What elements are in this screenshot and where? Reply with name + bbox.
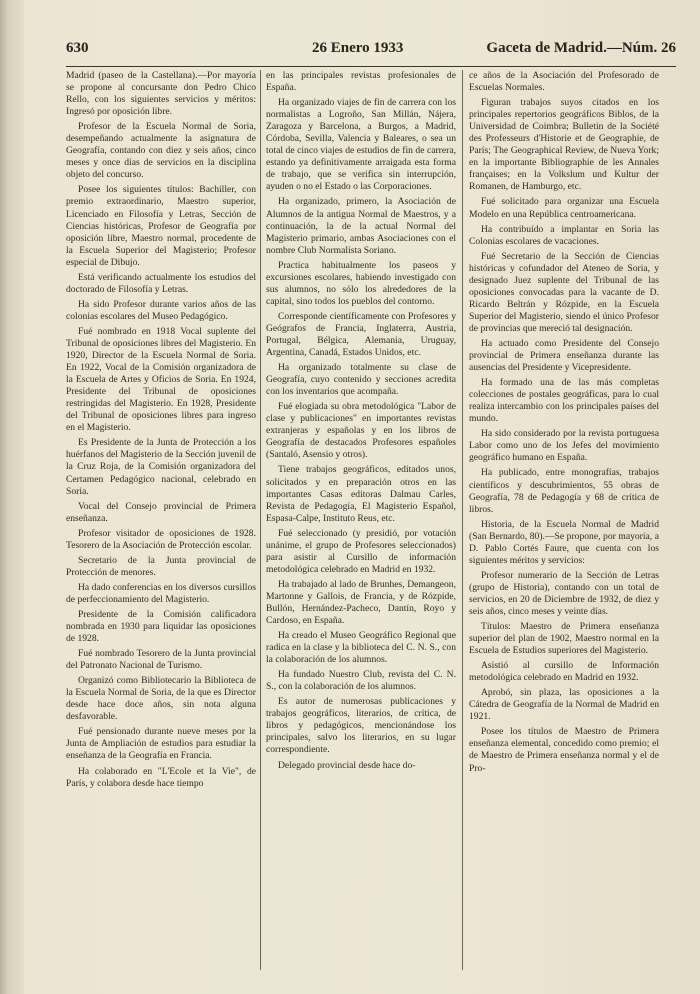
paragraph: Fué nombrado en 1918 Vocal suplente del Tribunal de oposiciones libres del Magisterio. En 1920, Director de la Escuela Normal de Soria. En 1922, Vocal de la Comisión organizadora de la Escuela de Artes y Oficios de Soria. En 1924, Presidente del Tribunal de oposiciones restringidas del Magisterio. En 1928, Presidente del Tribunal de oposiciones libres para ingreso en el Magisterio. <box>66 325 256 434</box>
gazette-title: Gaceta de Madrid.—Núm. 26 <box>486 40 676 56</box>
paragraph: Vocal del Consejo provincial de Primera enseñanza. <box>66 500 256 524</box>
header-rule <box>66 66 676 67</box>
paragraph: ce años de la Asociación del Profesorado de Escuelas Normales. <box>469 70 659 94</box>
paragraph: Ha actuado como Presidente del Consejo provincial de Primera enseñanza durante las ausencias del Presidente y Vicepresidente. <box>469 337 659 374</box>
paragraph: Madrid (paseo de la Castellana).—Por mayoría se propone al concursante don Pedro Chico Rello, con los siguientes servicios y méritos: Ingresó por oposición libre. <box>66 70 256 118</box>
binding-edge <box>0 0 24 994</box>
column-separator <box>260 70 261 970</box>
paragraph: Ha trabajado al lado de Brunhes, Demangeon, Martonne y Gallois, de Francia, y de Rózpide, Bullón, Hernández-Pacheco, Dantín, Royo y Cardoso, en España. <box>266 578 456 627</box>
paragraph: Ha dado conferencias en los diversos cursillos de perfeccionamiento del Magisterio. <box>66 581 256 605</box>
paragraph: Posee los siguientes títulos: Bachiller, con premio extraordinario, Maestro superior, Licenciado en Filosofía y Letras, Sección de Ciencias históricas, Profesor de Geografía por oposición libre, Maestro normal, procedente de la Escuela Superior del Magisterio; Profesor especial de Dibujo. <box>66 184 256 268</box>
paragraph: Historia, de la Escuela Normal de Madrid (San Bernardo, 80).—Se propone, por mayoría, a D. Pablo Cortés Faure, que cuenta con los siguientes méritos y servicios: <box>469 518 659 566</box>
paragraph: Secretario de la Junta provincial de Protección de menores. <box>66 554 256 578</box>
paragraph: Fué pensionado durante nueve meses por la Junta de Ampliación de estudios para estudiar la enseñanza de la Geografía en Francia. <box>66 726 256 762</box>
paragraph: Aprobó, sin plaza, las oposiciones a la Cátedra de Geografía de la Normal de Madrid en 1921. <box>469 687 659 723</box>
column-separator <box>462 70 463 970</box>
page-header <box>66 36 676 66</box>
text-column-3 <box>469 70 659 970</box>
paragraph: Asistió al cursillo de Información metodológica celebrado en Madrid en 1932. <box>469 660 659 684</box>
text-column-2 <box>266 70 456 970</box>
paragraph: Corresponde científicamente con Profesores y Geógrafos de Francia, Inglaterra, Austria, Portugal, Bélgica, Alemania, Uruguay, Argentina, Canadá, Estados Unidos, etc. <box>266 310 456 359</box>
paragraph: Ha sido Profesor durante varios años de las colonias escolares del Museo Pedagógico. <box>66 298 256 322</box>
paragraph: Fué solicitado para organizar una Escuela Modelo en una República centroamericana. <box>469 196 659 220</box>
paragraph: en las principales revistas profesionales de España. <box>266 70 456 94</box>
paragraph: Está verificando actualmente los estudios del doctorado de Filosofía y Letras. <box>66 271 256 295</box>
paragraph: Ha organizado totalmente su clase de Geografía, cuyo contenido y secciones acredita con los inventarios que acompaña. <box>266 362 456 398</box>
paragraph: Ha organizado, primero, la Asociación de Alumnos de la antigua Normal de Maestros, y a continuación, la de la actual Normal del Magisterio primario, ambas Asociaciones con el nombre Club Normalista Soriano. <box>266 196 456 256</box>
paragraph: Figuran trabajos suyos citados en los principales repertorios geográficos Biblos, de la Universidad de Coimbra; Bulletin de la Société des Professeurs d'Historie et de Geographie, de París; The Geographical Review, de Nueva York; en la importante Bibliographie de les Annales françaises; en la Volkslum und Kultur der Romanen, de Hamburgo, etc. <box>469 97 659 193</box>
paragraph: Ha fundado Nuestro Club, revista del C. N. S., con la colaboración de los alumnos. <box>266 669 456 693</box>
paragraph: Títulos: Maestro de Primera enseñanza superior del plan de 1902, Maestro normal en la Escuela de Estudios superiores del Magisterio. <box>469 621 659 657</box>
paragraph: Ha contribuído a implantar en Soria las Colonias escolares de vacaciones. <box>469 223 659 247</box>
paragraph: Profesor de la Escuela Normal de Soria, desempeñando actualmente la asignatura de Geografía, contando con diez y seis años, cinco meses y once días de servicios en la disciplina objeto del concurso. <box>66 121 256 181</box>
paragraph: Organizó como Bibliotecario la Biblioteca de la Escuela Normal de Soria, de la que es Director desde hace doce años, sin nota alguna desfavorable. <box>66 675 256 723</box>
paragraph: Fué nombrado Tesorero de la Junta provincial del Patronato Nacional de Turismo. <box>66 648 256 672</box>
page-number: 630 <box>66 40 89 56</box>
paragraph: Es autor de numerosas publicaciones y trabajos geográficos, literarios, de crítica, de libros y pedagógicos, mencionándose los principales, salvo los literarios, en su lugar correspondiente. <box>266 696 456 756</box>
paragraph: Fué seleccionado (y presidió, por votación unánime, el grupo de Profesores seleccionados) para asistir al Cursillo de información metodológica celebrado en Madrid en 1932. <box>266 527 456 575</box>
paragraph: Fué Secretario de la Sección de Ciencias históricas y cofundador del Ateneo de Soria, y designado Juez suplente del Tribunal de las oposiciones convocadas para la vacante de D. Ricardo Beltrán y Rózpide, en la Escuela Superior del Magisterio, siendo el único Profesor de provincias que mereció tal designación. <box>469 250 659 334</box>
paragraph: Ha organizado viajes de fin de carrera con los normalistas a Logroño, San Millán, Nájera, Zaragoza y Barcelona, a Burgos, a Madrid, Córdoba, Sevilla, Valencia y Baleares, o sea un total de cinco viajes de estudios de fin de carrera, estando ya definitivamente arraigada esta forma de trabajo, que se verifica sin interrupción, ayuden o no el Estado o las Corporaciones. <box>266 97 456 193</box>
paragraph: Fué elogiada su obra metodológica "Labor de clase y publicaciones" en importantes revistas extranjeras y españolas y en los libros de Geografía de destacados Profesores españoles (Santaló, Asensio y otros). <box>266 401 456 461</box>
text-column-1 <box>66 70 256 970</box>
paragraph: Profesor visitador de oposiciones de 1928. Tesorero de la Asociación de Protección escolar. <box>66 527 256 551</box>
paragraph: Profesor numerario de la Sección de Letras (grupo de Historia), contando con un total de servicios, en 20 de Diciembre de 1932, de diez y seis años, cinco meses y veinte días. <box>469 569 659 617</box>
paragraph: Ha colaborado en "L'Ecole et la Vie", de París, y colabora desde hace tiempo <box>66 765 256 789</box>
paragraph: Ha sido considerado por la revista portuguesa Labor como uno de los Jefes del movimiento geográfico humano en España. <box>469 428 659 464</box>
issue-date: 26 Enero 1933 <box>312 40 404 56</box>
paragraph: Delegado provincial desde hace do- <box>278 759 416 771</box>
paragraph: Es Presidente de la Junta de Protección a los huérfanos del Magisterio de la Sección juvenil de la Cruz Roja, de la Comisión organizadora del Certamen Pedagógico nacional, celebrado en Soria. <box>66 437 256 497</box>
paragraph: Practica habitualmente los paseos y excursiones escolares, habiendo investigado con sus alumnos, no sólo los alrededores de la capital, sino todos los pueblos del contorno. <box>266 259 456 307</box>
paragraph: Ha creado el Museo Geográfico Regional que radica en la clase y la biblioteca del C. N. S., con la colaboración de los alumnos. <box>266 630 456 666</box>
paragraph: Tiene trabajos geográficos, editados unos, solicitados y en preparación otros en las importantes Casas editoras Dalmau Carles, Revista de Pedagogía, El Magisterio Español, Espasa-Calpe, Instituto Reus, etc. <box>266 464 456 524</box>
paragraph: Ha publicado, entre monografías, trabajos científicos y descubrimientos, 55 obras de Geografía, 78 de Pedagogía y 68 de crítica de libros. <box>469 467 659 515</box>
paragraph: Ha formado una de las más completas colecciones de postales geográficas, para lo cual realiza intercambio con los principales países del mundo. <box>469 377 659 425</box>
paragraph: Posee los títulos de Maestro de Primera enseñanza elemental, concedido como premio; el de Maestro de Primera enseñanza normal y el de Pro- <box>469 726 659 774</box>
paragraph: Presidente de la Comisión calificadora nombrada en 1930 para liquidar las oposiciones de 1928. <box>66 608 256 645</box>
